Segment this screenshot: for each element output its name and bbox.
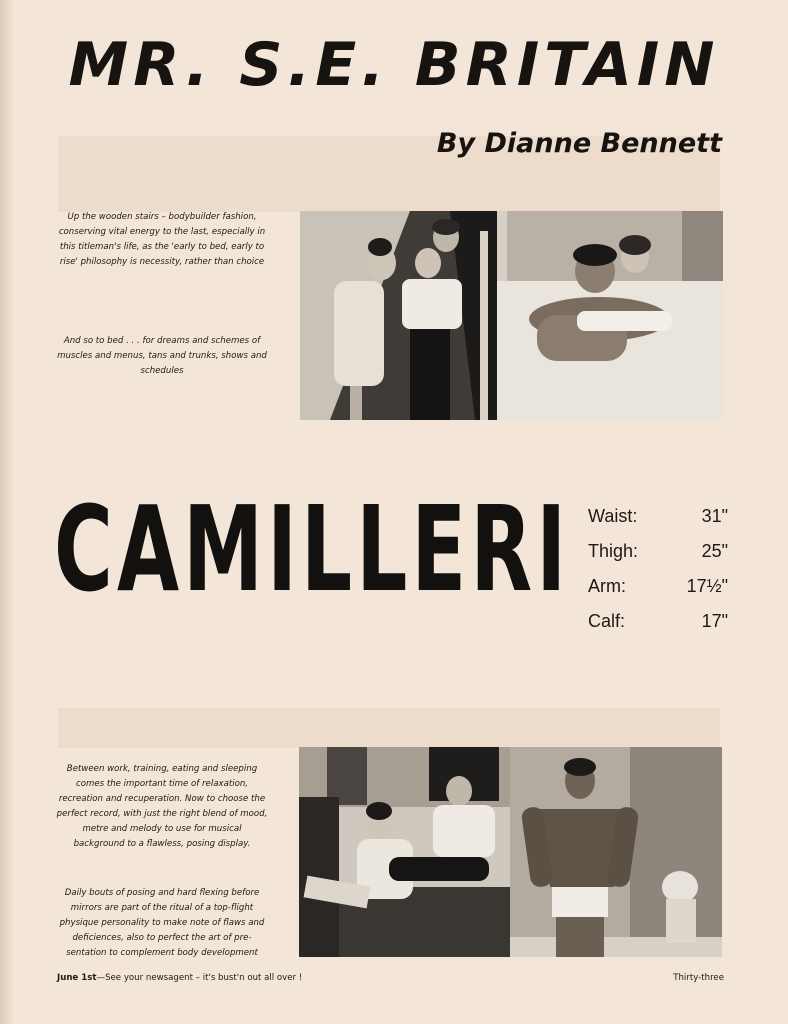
measurement-label: Calf: bbox=[588, 611, 626, 631]
measurement-value: 25" bbox=[701, 541, 728, 561]
author-byline: By Dianne Bennett bbox=[436, 128, 722, 159]
measurement-row-arm bbox=[588, 576, 728, 611]
tint-band-bottom bbox=[58, 708, 720, 748]
name-heading: CAMILLERI bbox=[54, 480, 571, 618]
photo-stairs bbox=[300, 211, 497, 420]
photo-posing bbox=[510, 747, 722, 957]
footer-tagline-text: —See your newsagent – it's bust'n out all over ! bbox=[96, 973, 303, 983]
caption-bed: And so to bed . . . for dreams and schemes of muscles and menus, tans and trunks, shows and schedules bbox=[57, 336, 267, 376]
page-number: Thirty-three bbox=[673, 973, 724, 983]
caption-relaxation: Between work, training, eating and sleeping comes the important time of relaxation, recreation and recuperation. Now to choose the perfect record, with just the right blend of mood, metre and melody to use for musical background to a flawless, posing display. bbox=[56, 764, 268, 849]
measurement-label: Waist: bbox=[588, 506, 638, 526]
photo-relaxing bbox=[299, 747, 510, 957]
measurements-table bbox=[588, 506, 728, 646]
measurement-value: 17" bbox=[701, 611, 728, 631]
measurement-label: Thigh: bbox=[588, 541, 639, 561]
article-title: MR. S.E. BRITAIN bbox=[68, 30, 720, 100]
measurement-row-thigh bbox=[588, 541, 728, 576]
measurement-value: 31" bbox=[701, 506, 728, 526]
caption-posing: Daily bouts of posing and hard flexing before mirrors are part of the ritual of a top-flight physique personality to make note of flaws and deficiences, also to perfect the art of pre-sentation to complement body development bbox=[59, 888, 265, 958]
footer-date: June 1st bbox=[57, 973, 97, 983]
page-edge-shadow bbox=[0, 0, 14, 1024]
photo-bed bbox=[497, 211, 723, 420]
caption-stairs: Up the wooden stairs – bodybuilder fashion, conserving vital energy to the last, especially in this titleman's life, as the 'early to bed, early to rise' philosophy is necessity, rather than choice bbox=[58, 212, 266, 267]
measurement-row-waist bbox=[588, 506, 728, 541]
measurement-row-calf bbox=[588, 611, 728, 646]
measurement-label: Arm: bbox=[588, 576, 626, 596]
measurement-value: 17½" bbox=[686, 576, 728, 596]
footer-tagline bbox=[57, 973, 302, 983]
